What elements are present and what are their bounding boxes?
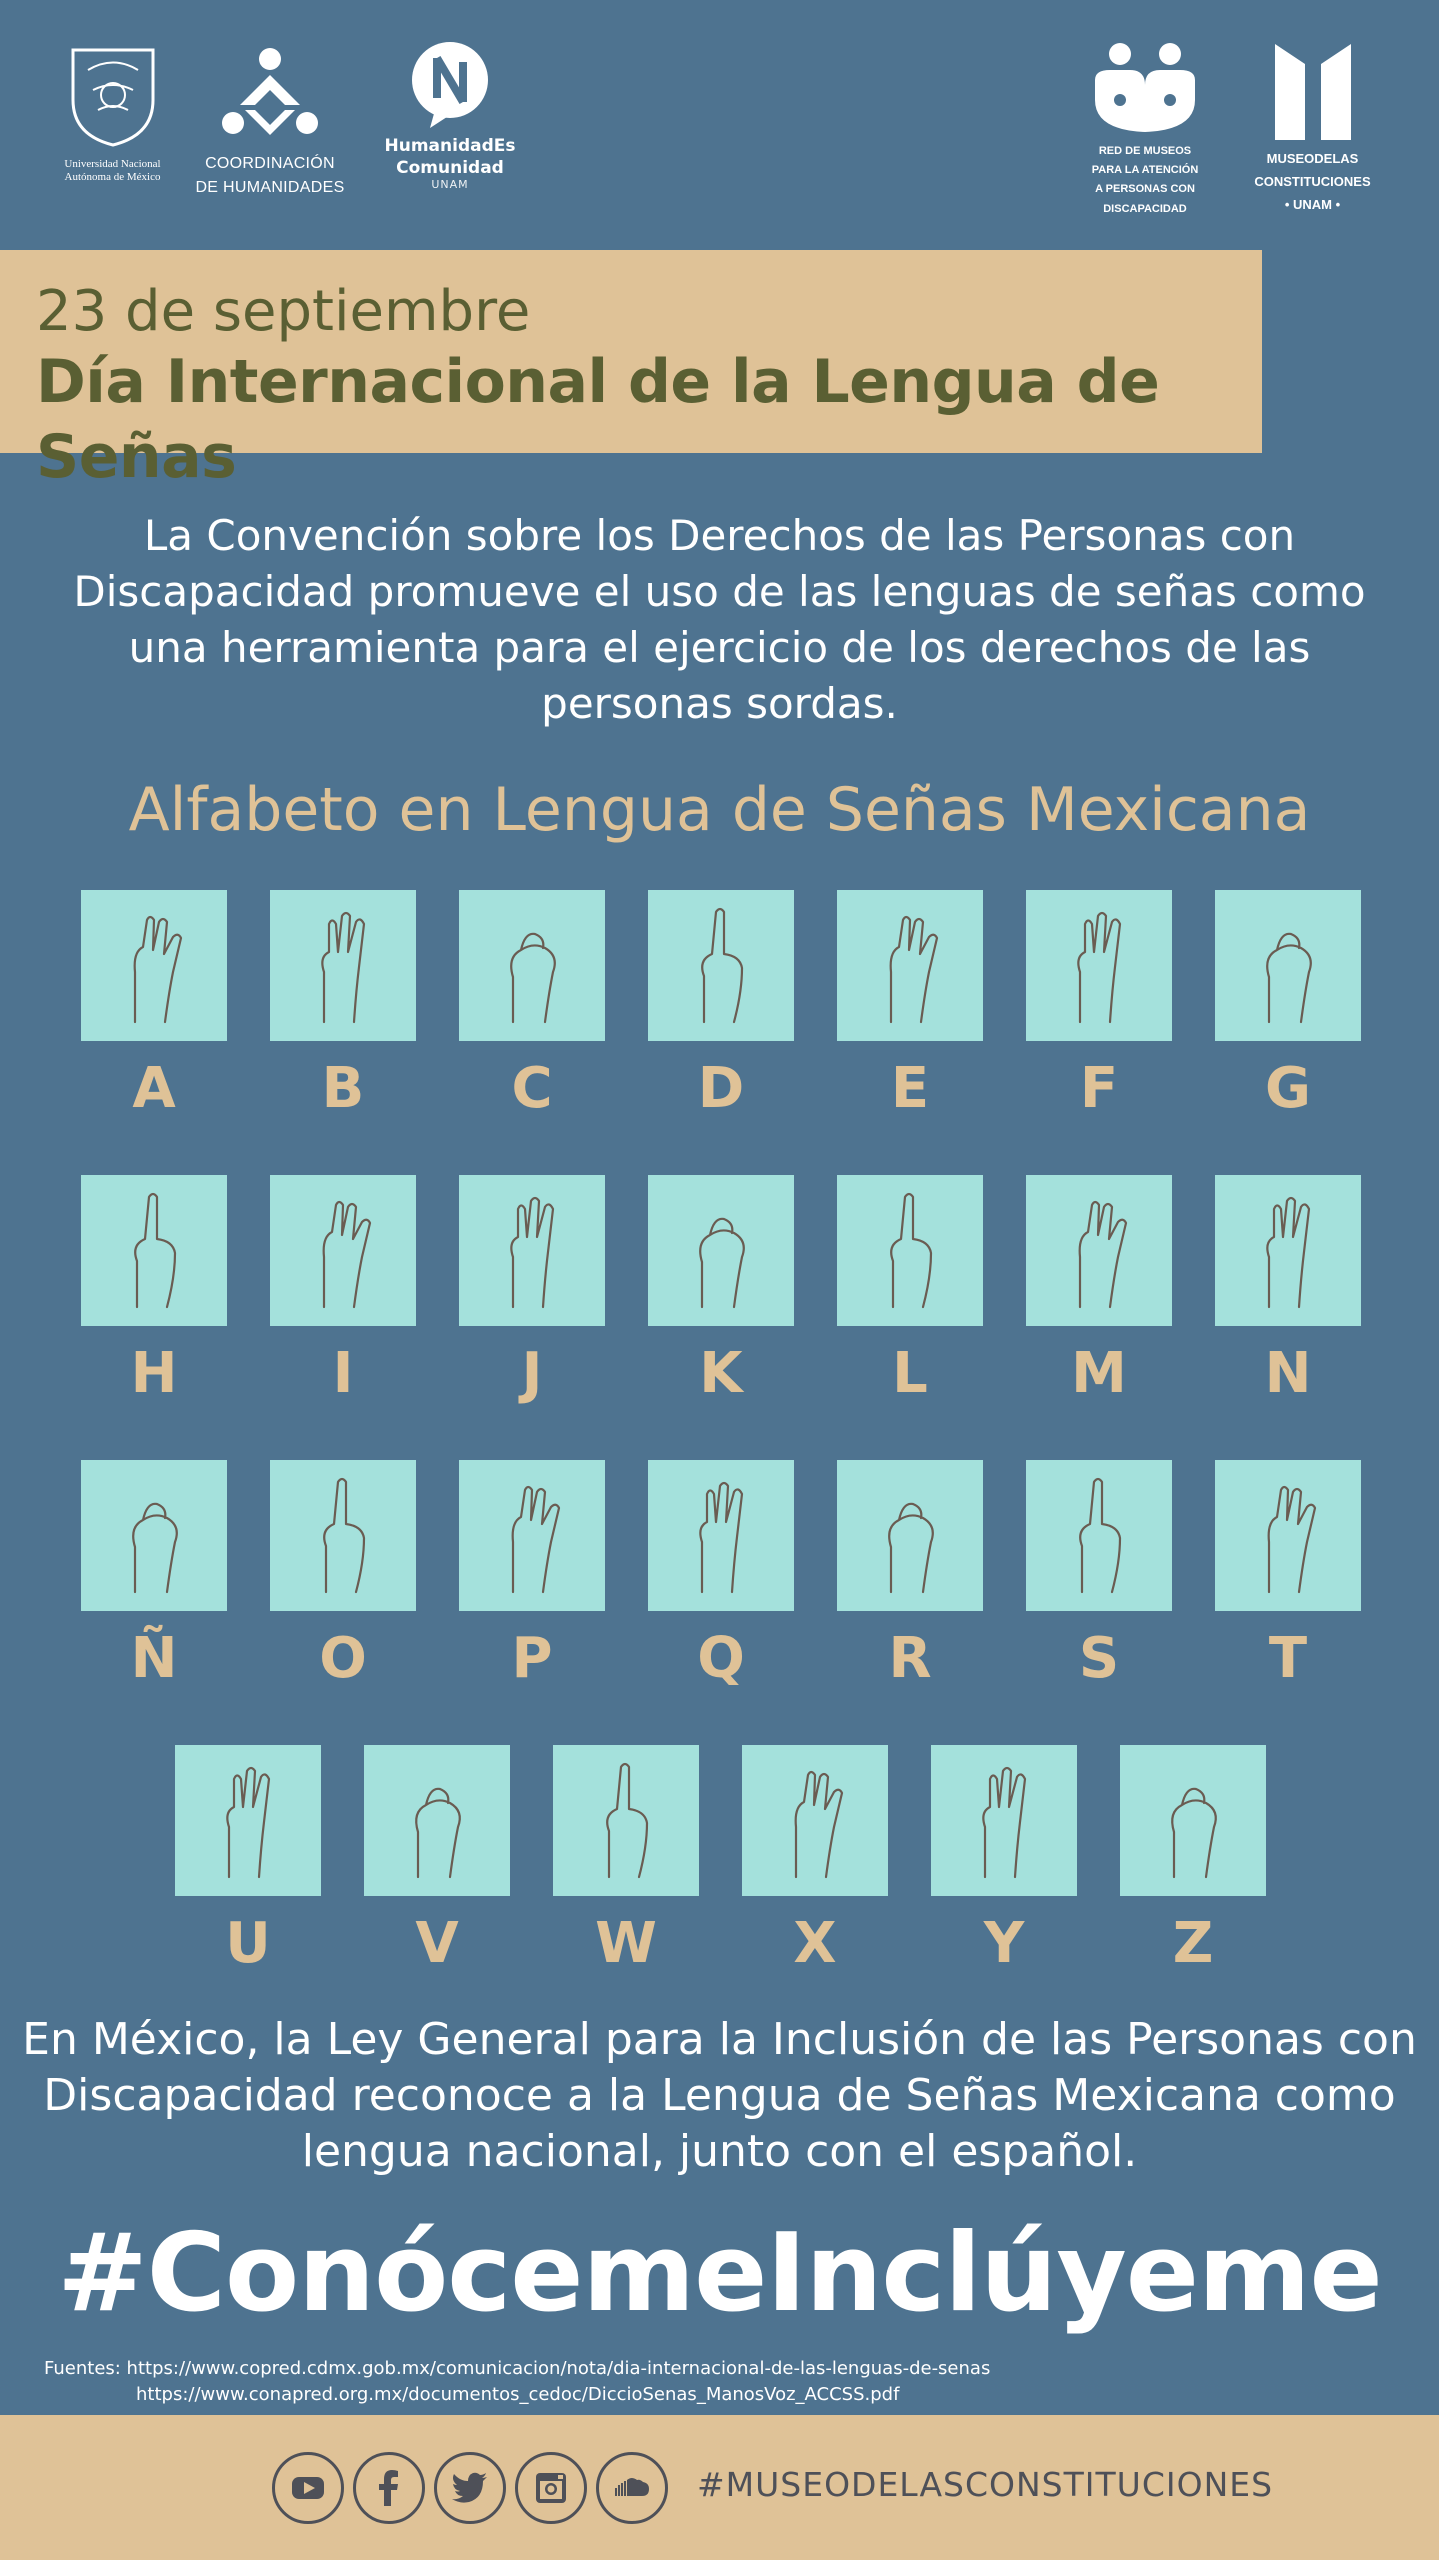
- humanidad-caption-1: HumanidadEs: [384, 136, 516, 156]
- letter-card: [1215, 1460, 1361, 1691]
- footer-bar: [0, 2415, 1439, 2560]
- sign-tile: [931, 1745, 1077, 1896]
- letter-label: D: [697, 1056, 745, 1121]
- letter-label: J: [521, 1341, 543, 1406]
- letter-card: [648, 1175, 794, 1406]
- letter-card: [81, 890, 227, 1121]
- source-line-2: https://www.conapred.org.mx/documentos_cedoc/DiccioSenas_ManosVoz_ACCSS.pdf: [136, 2384, 900, 2405]
- soundcloud-button[interactable]: [596, 2452, 668, 2524]
- letter-card: [270, 1175, 416, 1406]
- letter-card: [837, 1460, 983, 1691]
- sign-tile: [1026, 890, 1172, 1041]
- instagram-icon: [531, 2468, 571, 2508]
- red-museos-logo: [1080, 40, 1210, 216]
- sign-tile: [459, 1460, 605, 1611]
- sign-tile: [648, 1175, 794, 1326]
- sign-tile: [81, 1175, 227, 1326]
- letter-card: [81, 1460, 227, 1691]
- letter-card: [459, 1460, 605, 1691]
- intro-paragraph: La Convención sobre los Derechos de las Personas con Discapacidad promueve el uso de las lenguas de señas como una herramienta para el ejercicio de los derechos de las personas sordas.: [73, 511, 1366, 728]
- letter-label: K: [699, 1341, 743, 1406]
- letter-label: P: [511, 1626, 553, 1691]
- letter-card: [175, 1745, 321, 1976]
- sign-tile: [81, 890, 227, 1041]
- youtube-icon: [288, 2468, 328, 2508]
- title-banner: [0, 250, 1262, 493]
- red-caption-3: A PERSONAS CON: [1095, 183, 1195, 196]
- letter-card: [837, 1175, 983, 1406]
- hand-sign-icon: [473, 902, 591, 1030]
- coordinacion-caption-1: COORDINACIÓN: [205, 155, 335, 172]
- letter-label: B: [321, 1056, 365, 1121]
- letter-card: [459, 890, 605, 1121]
- humanidad-caption-2: Comunidad: [396, 157, 504, 178]
- hand-sign-icon: [378, 1757, 496, 1885]
- sign-tile: [1120, 1745, 1266, 1896]
- hand-sign-icon: [1229, 902, 1347, 1030]
- letter-card: [931, 1745, 1077, 1976]
- letter-card: [1026, 890, 1172, 1121]
- letter-label: S: [1078, 1626, 1120, 1691]
- sign-tile: [459, 1175, 605, 1326]
- hand-sign-icon: [95, 1472, 213, 1600]
- letter-label: N: [1264, 1341, 1312, 1406]
- footer-hashtag: #MUSEODELASCONSTITUCIONES: [697, 2465, 1274, 2504]
- letter-label: W: [595, 1911, 657, 1976]
- facebook-button[interactable]: [353, 2452, 425, 2524]
- sources: [44, 2356, 1424, 2408]
- law-paragraph: En México, la Ley General para la Inclusión de las Personas con Discapacidad reconoce a la Lengua de Señas Mexicana como lengua nacional, junto con el español.: [22, 2014, 1417, 2177]
- red-museos-emblem-icon: [1090, 40, 1200, 135]
- hand-sign-icon: [95, 1187, 213, 1315]
- hand-sign-icon: [473, 1472, 591, 1600]
- hand-sign-icon: [284, 1472, 402, 1600]
- hand-sign-icon: [1040, 1472, 1158, 1600]
- museo-caption-1: MUSEODELAS: [1266, 151, 1359, 166]
- letter-label: Ñ: [130, 1626, 178, 1691]
- letter-card: [837, 890, 983, 1121]
- letter-label: E: [890, 1056, 930, 1121]
- letter-label: X: [793, 1911, 837, 1976]
- red-caption-4: DISCAPACIDAD: [1103, 202, 1187, 215]
- letter-card: [648, 1460, 794, 1691]
- letter-card: [1215, 1175, 1361, 1406]
- red-caption-2: PARA LA ATENCIÓN: [1091, 164, 1199, 177]
- alphabet-heading: Alfabeto en Lengua de Señas Mexicana: [128, 775, 1311, 845]
- hand-sign-icon: [851, 1472, 969, 1600]
- humanidad-caption-3: UNAM: [431, 177, 469, 191]
- hand-sign-icon: [662, 1472, 780, 1600]
- instagram-button[interactable]: [515, 2452, 587, 2524]
- hand-sign-icon: [1134, 1757, 1252, 1885]
- hand-sign-icon: [1040, 902, 1158, 1030]
- sign-tile: [837, 1175, 983, 1326]
- sign-tile: [742, 1745, 888, 1896]
- coordinacion-caption-2: DE HUMANIDADES: [195, 179, 345, 197]
- sign-tile: [1026, 1460, 1172, 1611]
- letter-label: Z: [1172, 1911, 1214, 1976]
- letter-label: V: [415, 1911, 459, 1976]
- letter-card: [553, 1745, 699, 1976]
- sign-tile: [270, 1460, 416, 1611]
- museo-caption-3: • UNAM •: [1284, 196, 1341, 212]
- sign-tile: [1215, 1175, 1361, 1326]
- hand-sign-icon: [95, 902, 213, 1030]
- letter-card: [364, 1745, 510, 1976]
- source-line-1: Fuentes: https://www.copred.cdmx.gob.mx/comunicacion/nota/dia-internacional-de-las-lenguas-de-senas: [44, 2358, 991, 2379]
- page-title: Día Internacional de la Lengua de Señas: [36, 347, 1160, 493]
- hand-sign-icon: [189, 1757, 307, 1885]
- sign-tile: [1215, 1460, 1361, 1611]
- letter-card: [270, 1460, 416, 1691]
- letter-card: [459, 1175, 605, 1406]
- letter-label: Y: [983, 1911, 1025, 1976]
- letter-card: [742, 1745, 888, 1976]
- sign-tile: [1215, 890, 1361, 1041]
- letter-card: [1026, 1460, 1172, 1691]
- letter-label: C: [511, 1056, 553, 1121]
- letter-label: L: [892, 1341, 928, 1406]
- letter-card: [1215, 890, 1361, 1121]
- sign-tile: [175, 1745, 321, 1896]
- hand-sign-icon: [851, 1187, 969, 1315]
- letter-label: O: [319, 1626, 367, 1691]
- letter-card: [648, 890, 794, 1121]
- letter-label: H: [130, 1341, 178, 1406]
- twitter-icon: [450, 2468, 490, 2508]
- campaign-hashtag: #ConócemeInclúyeme: [57, 2211, 1382, 2336]
- letter-label: U: [225, 1911, 271, 1976]
- letter-label: I: [332, 1341, 354, 1406]
- coordinacion-emblem-icon: [215, 45, 325, 145]
- letter-label: T: [1268, 1626, 1308, 1691]
- red-caption-1: RED DE MUSEOS: [1098, 145, 1192, 157]
- sign-tile: [270, 1175, 416, 1326]
- sign-tile: [81, 1460, 227, 1611]
- sign-tile: [459, 890, 605, 1041]
- hand-sign-icon: [756, 1757, 874, 1885]
- event-date: 23 de septiembre: [36, 279, 531, 344]
- letter-label: Q: [697, 1626, 745, 1691]
- unam-logo: [50, 40, 175, 183]
- museo-caption-2: CONSTITUCIONES: [1254, 173, 1371, 189]
- sign-tile: [837, 1460, 983, 1611]
- letter-card: [1120, 1745, 1266, 1976]
- hand-sign-icon: [1040, 1187, 1158, 1315]
- letter-label: R: [888, 1626, 932, 1691]
- twitter-button[interactable]: [434, 2452, 506, 2524]
- letter-card: [1026, 1175, 1172, 1406]
- logo-bar: [0, 0, 1439, 250]
- sign-tile: [648, 1460, 794, 1611]
- sign-tile: [1026, 1175, 1172, 1326]
- hand-sign-icon: [945, 1757, 1063, 1885]
- letter-card: [81, 1175, 227, 1406]
- sign-tile: [648, 890, 794, 1041]
- letter-label: M: [1071, 1341, 1127, 1406]
- facebook-icon: [369, 2468, 409, 2508]
- museo-constituciones-logo: [1240, 40, 1385, 213]
- sign-tile: [270, 890, 416, 1041]
- unam-caption: Universidad Nacional Autónoma de México: [64, 158, 161, 183]
- hand-sign-icon: [284, 1187, 402, 1315]
- speech-bubble-icon: [405, 40, 495, 130]
- hand-sign-icon: [473, 1187, 591, 1315]
- hand-sign-icon: [662, 902, 780, 1030]
- humanidades-comunidad-logo: [380, 40, 520, 191]
- unam-shield-icon: [63, 40, 163, 150]
- hand-sign-icon: [662, 1187, 780, 1315]
- hand-sign-icon: [1229, 1187, 1347, 1315]
- hand-sign-icon: [567, 1757, 685, 1885]
- hand-sign-icon: [851, 902, 969, 1030]
- sign-tile: [837, 890, 983, 1041]
- letter-card: [270, 890, 416, 1121]
- sign-tile: [364, 1745, 510, 1896]
- museo-emblem-icon: [1271, 40, 1355, 140]
- letter-label: A: [132, 1056, 176, 1121]
- coordinacion-logo: [195, 45, 345, 198]
- letter-label: F: [1079, 1056, 1119, 1121]
- hand-sign-icon: [1229, 1472, 1347, 1600]
- soundcloud-icon: [612, 2468, 652, 2508]
- sign-tile: [553, 1745, 699, 1896]
- youtube-button[interactable]: [272, 2452, 344, 2524]
- hand-sign-icon: [284, 902, 402, 1030]
- letter-label: G: [1265, 1056, 1311, 1121]
